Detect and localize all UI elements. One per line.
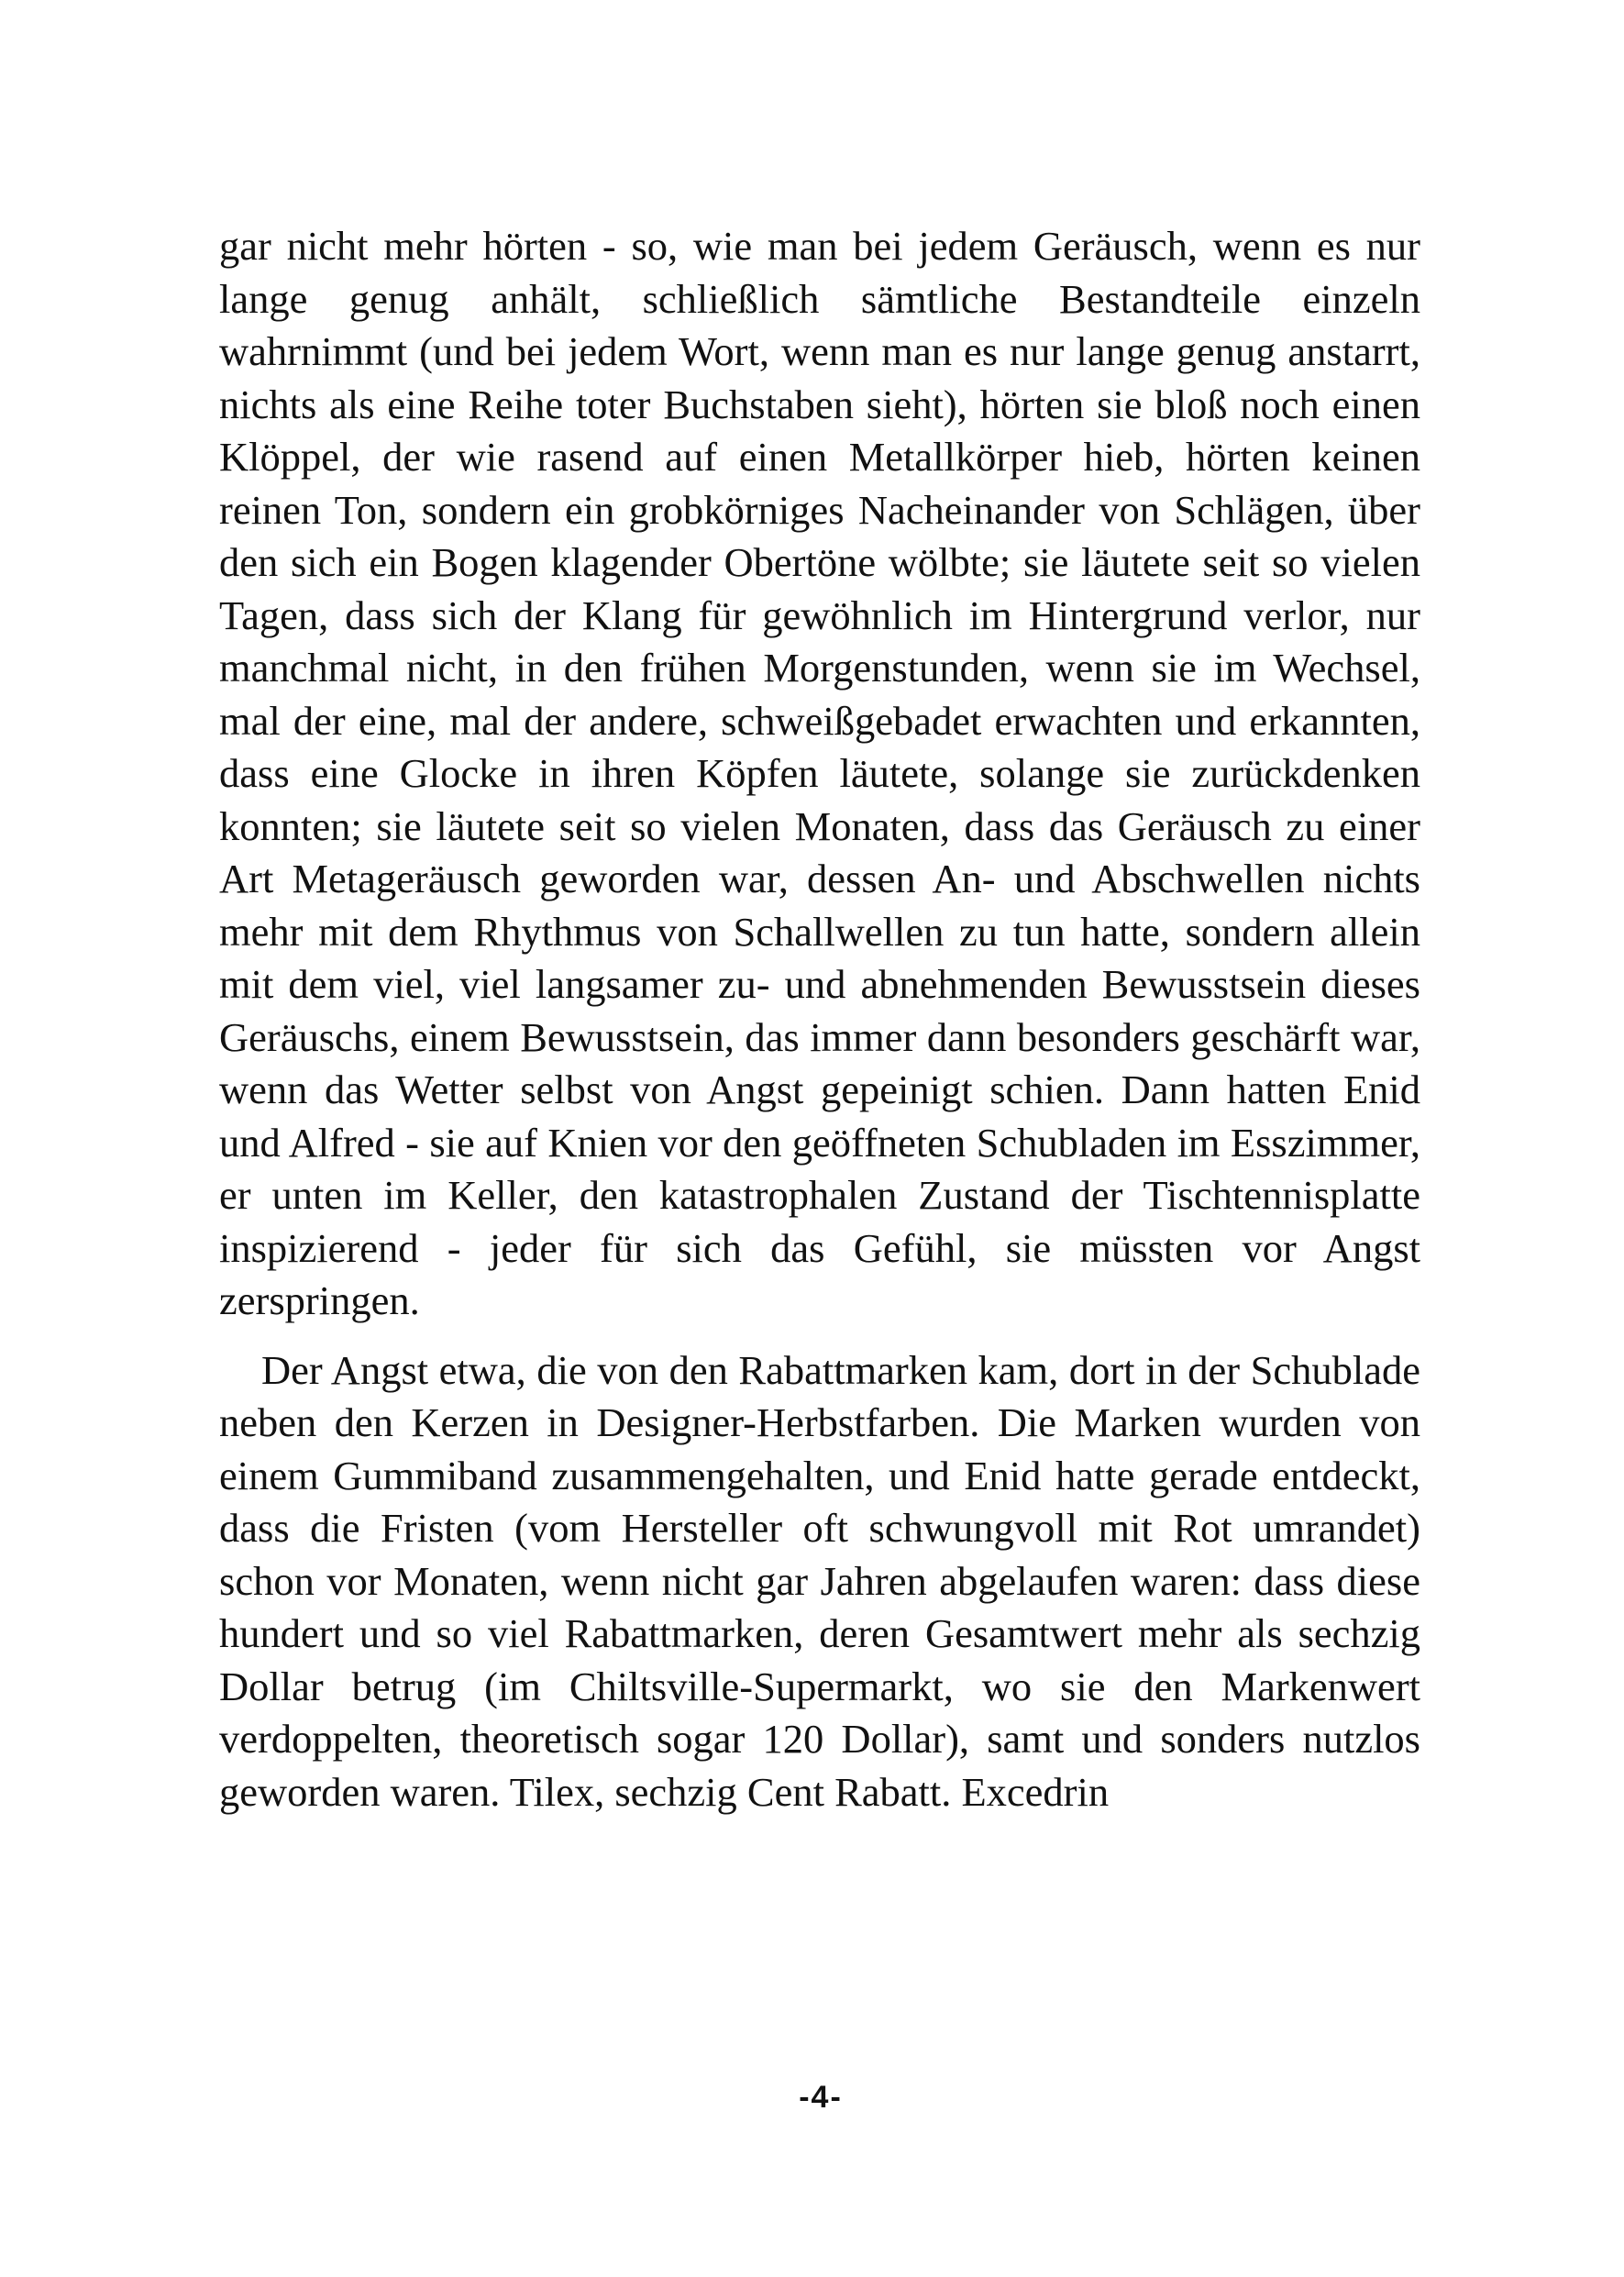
paragraph-2: Der Angst etwa, die von den Rabattmarken kam, dort in der Schublade neben den Kerzen in Designer-Herbstfarben. Die Marken wurden von einem Gummiband zusammengehalten, und Enid hatte gerade entdeckt, dass die Fristen (vom Hersteller oft schwungvoll mit Rot umrandet) schon vor Monaten, wenn nicht gar Jahren abgelaufen waren: dass diese hundert und so viel Rabattmarken, deren Gesamtwert mehr als sechzig Dollar betrug (im Chiltsville-Supermarkt, wo sie den Markenwert verdoppelten, theoretisch sogar 120 Dollar), samt und sonders nutzlos geworden waren. Tilex, sechzig Cent Rabatt. Excedrin	[219, 1346, 1420, 1815]
page-number: -4-	[799, 2080, 843, 2115]
paragraph-1: gar nicht mehr hörten - so, wie man bei jedem Geräusch, wenn es nur lange genug anhält, schließlich sämtliche Bestandteile einzeln wahrnimmt (und bei jedem Wort, wenn man es nur lange genug anstarrt, nichts als eine Reihe toter Buchstaben sieht), hörten sie bloß noch einen Klöppel, der wie rasend auf einen Metallkörper hieb, hörten keinen reinen Ton, sondern ein grobkörniges Nacheinander von Schlägen, über den sich ein Bogen klagender Obertöne wölbte; sie läutete seit so vielen Tagen, dass sich der Klang für gewöhnlich im Hintergrund verlor, nur manchmal nicht, in den frühen Morgenstunden, wenn sie im Wechsel, mal der eine, mal der andere, schweißgebadet erwachten und erkannten, dass eine Glocke in ihren Köpfen läutete, solange sie zurückdenken konnten; sie läutete seit so vielen Monaten, dass das Geräusch zu einer Art Metageräusch geworden war, dessen An- und Abschwellen nichts mehr mit dem Rhythmus von Schallwellen zu tun hatte, sondern allein mit dem viel, viel langsamer zu- und abnehmenden Bewusstsein dieses Geräuschs, einem Bewusstsein, das immer dann besonders geschärft war, wenn das Wetter selbst von Angst gepeinigt schien. Dann hatten Enid und Alfred - sie auf Knien vor den geöffneten Schubladen im Esszimmer, er unten im Keller, den katastrophalen Zustand der Tischtennisplatte inspizierend - jeder für sich das Gefühl, sie müssten vor Angst zerspringen.	[219, 223, 1420, 1323]
document-page	[219, 220, 1420, 1818]
